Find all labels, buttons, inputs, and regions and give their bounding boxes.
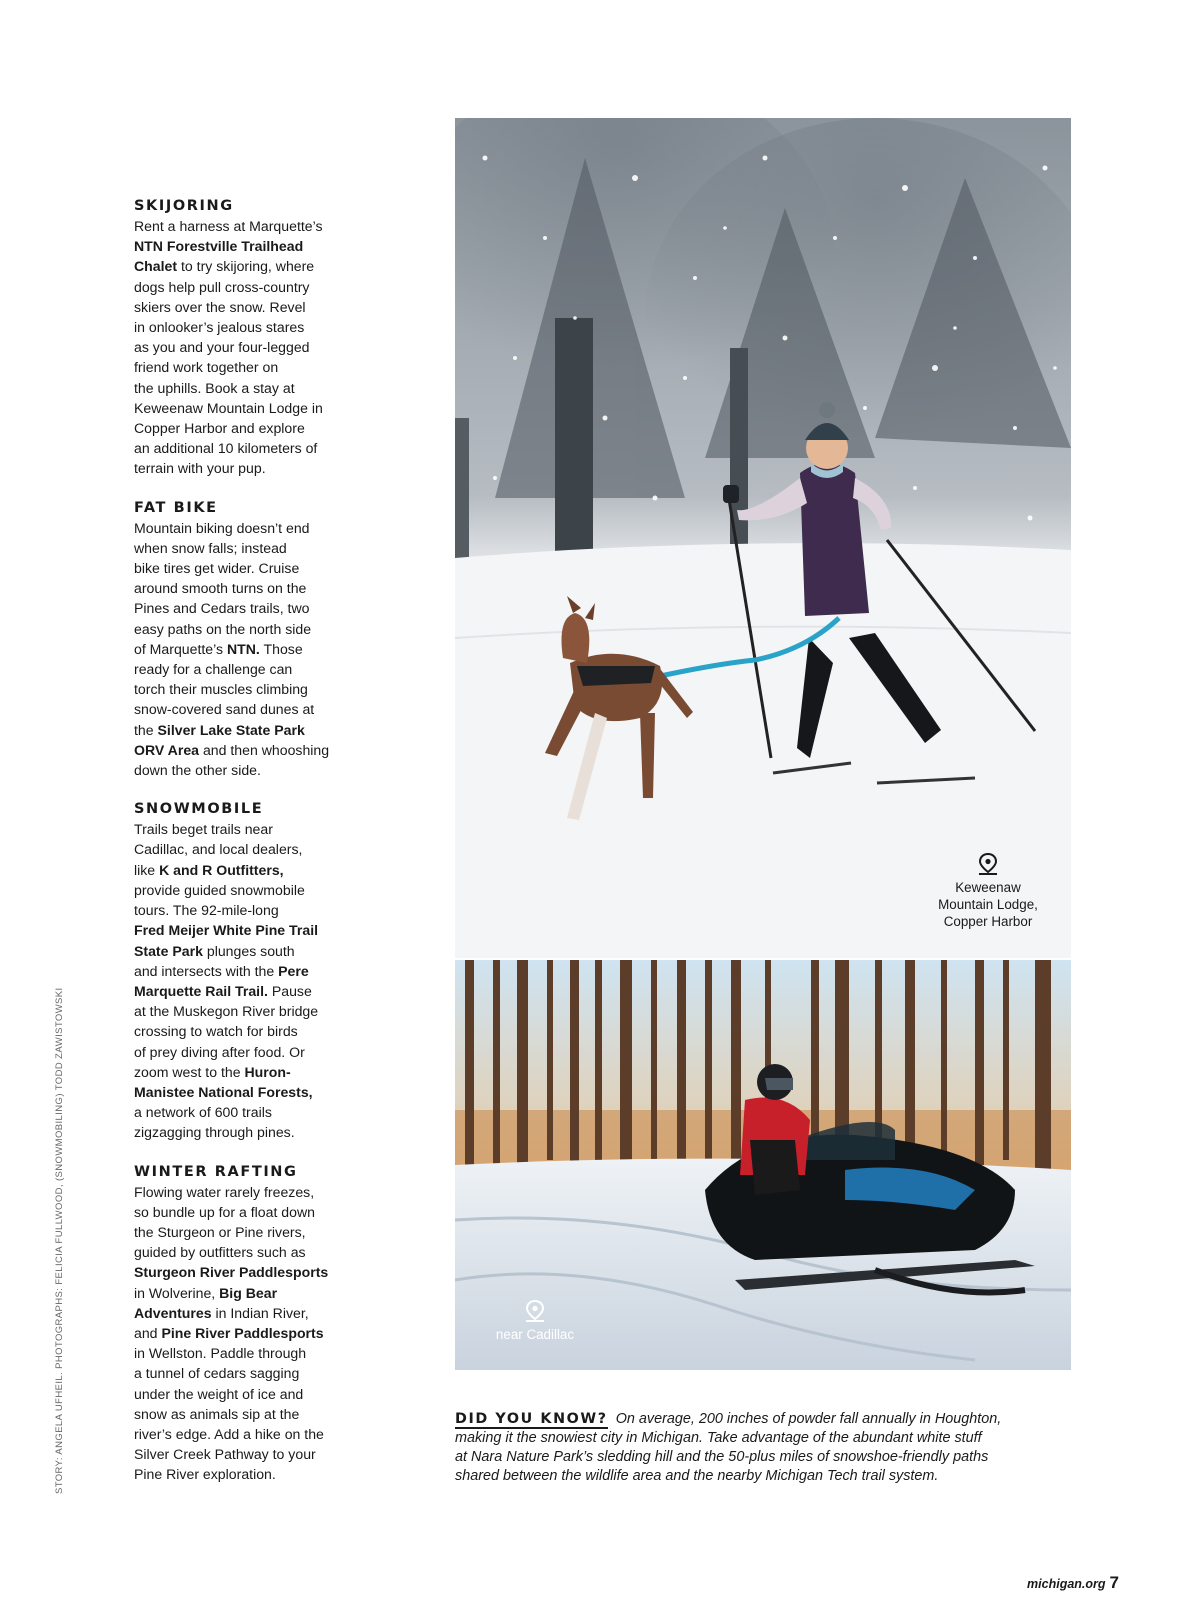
location-line: near Cadillac — [495, 1327, 575, 1342]
text-run: Trails beget trails near — [134, 821, 273, 838]
text-run: in onlooker’s jealous stares — [134, 319, 305, 336]
text-run: zoom west to the — [134, 1063, 245, 1080]
skijoring-illustration — [455, 118, 1071, 958]
section-heading: SKIJORING — [134, 198, 234, 214]
text-run: down the other side. — [134, 762, 261, 779]
text-run: river’s edge. Add a hike on the — [134, 1425, 324, 1442]
text-run: and intersects with the — [134, 962, 279, 979]
text-run: bike tires get wider. Cruise — [134, 560, 300, 577]
skijoring-photo — [455, 118, 1071, 958]
bold-text-run: Big Bear — [219, 1284, 278, 1301]
text-run: friend work together on — [134, 359, 279, 376]
bold-text-run: Fred Meijer White Pine Trail — [134, 922, 319, 939]
text-run: Mountain biking doesn’t end — [134, 519, 310, 536]
text-run: terrain with your pup. — [134, 460, 266, 477]
text-run: torch their muscles climbing — [134, 681, 308, 698]
text-run: like — [134, 861, 160, 878]
text-run: crossing to watch for birds — [134, 1023, 298, 1040]
text-run: guided by outfitters such as — [134, 1244, 306, 1261]
text-run: so bundle up for a float down — [134, 1203, 315, 1220]
text-run: around smooth turns on the — [134, 580, 307, 597]
bold-text-run: Pere — [278, 962, 309, 979]
text-run: Copper Harbor and explore — [134, 420, 305, 437]
location-line: Mountain Lodge, — [938, 897, 1038, 912]
bold-text-run: Pine River Paddlesports — [161, 1324, 324, 1341]
text-run: of prey diving after food. Or — [134, 1043, 305, 1060]
section-body — [134, 819, 350, 1142]
text-run: Keweenaw Mountain Lodge in — [134, 399, 323, 416]
photo-credit: STORY: ANGELA UFHEIL. PHOTOGRAPHS: FELICIA FULLWOOD, (SNOWMOBILING) TODD ZAWISTOWSKI — [54, 987, 65, 1494]
location-line: Copper Harbor — [943, 914, 1033, 929]
did-you-know-line: making it the snowiest city in Michigan. Take advantage of the abundant white stuff — [455, 1430, 982, 1446]
bold-text-run: NTN Forestville Trailhead — [134, 238, 304, 255]
did-you-know-box — [455, 1410, 1071, 1486]
section-snowmobile — [134, 799, 350, 1142]
bold-text-run: Chalet — [134, 258, 178, 275]
text-run: Silver Creek Pathway to your — [134, 1446, 316, 1463]
bold-text-run: Marquette Rail Trail. — [134, 982, 268, 999]
bold-text-run: NTN. — [226, 640, 260, 657]
text-run: Pine River exploration. — [134, 1466, 276, 1483]
text-run: when snow falls; instead — [134, 539, 287, 556]
location-label-cadillac — [470, 1300, 600, 1343]
text-run: Those — [259, 640, 303, 657]
text-run: tours. The 92-mile-long — [134, 902, 279, 919]
text-run: the Sturgeon or Pine rivers, — [134, 1223, 306, 1240]
text-run: at the Muskegon River bridge — [134, 1003, 319, 1020]
text-run: in Wellston. Paddle through — [134, 1345, 307, 1362]
text-run: zigzagging through pines. — [134, 1124, 295, 1141]
text-run: a network of 600 trails — [134, 1104, 272, 1121]
text-run: easy paths on the north side — [134, 620, 312, 637]
map-pin-icon — [525, 1300, 545, 1322]
text-run: a tunnel of cedars sagging — [134, 1365, 300, 1382]
section-body — [134, 518, 350, 781]
section-skijoring — [134, 196, 350, 479]
text-run: of Marquette’s — [134, 640, 227, 657]
section-winter-rafting — [134, 1162, 350, 1485]
text-run: and then whooshing — [199, 741, 330, 758]
text-run: Cadillac, and local dealers, — [134, 841, 303, 858]
text-run: dogs help pull cross-country — [134, 278, 310, 295]
text-run: under the weight of ice and — [134, 1385, 304, 1402]
section-heading: FAT BIKE — [134, 499, 218, 516]
text-run: Rent a harness at Marquette’s — [134, 218, 323, 234]
text-run: and — [134, 1324, 162, 1341]
did-you-know-label: DID YOU KNOW? — [455, 1411, 608, 1427]
section-heading: WINTER RAFTING — [134, 1163, 298, 1180]
text-run: provide guided snowmobile — [134, 881, 305, 898]
bold-text-run: Huron- — [244, 1063, 291, 1080]
map-pin-icon — [978, 853, 998, 875]
text-run: Flowing water rarely freezes, — [134, 1183, 315, 1200]
text-run: to try skijoring, where — [177, 258, 315, 275]
text-run: Pause — [267, 982, 312, 999]
bold-text-run: Manistee National Forests, — [134, 1083, 313, 1100]
text-run: plunges south — [202, 942, 295, 959]
did-you-know-line: On average, 200 inches of powder fall annually in Houghton, — [615, 1411, 1002, 1427]
section-fat-bike — [134, 498, 350, 781]
text-run: in Wolverine, — [134, 1284, 220, 1301]
bold-text-run: K and R Outfitters, — [159, 861, 284, 878]
bold-text-run: ORV Area — [134, 741, 200, 758]
text-run: an additional 10 kilometers of — [134, 440, 318, 457]
location-line: Keweenaw — [955, 880, 1021, 895]
section-body — [134, 216, 350, 479]
did-you-know-line: shared between the wildlife area and the nearby Michigan Tech trail system. — [455, 1468, 939, 1484]
text-run: the uphills. Book a stay at — [134, 379, 295, 396]
bold-text-run: Sturgeon River Paddlesports — [134, 1264, 329, 1281]
bold-text-run: State Park — [134, 942, 203, 959]
text-run: in Indian River, — [211, 1304, 309, 1321]
text-run: ready for a challenge can — [134, 661, 293, 678]
bold-text-run: Adventures — [134, 1304, 212, 1321]
section-body — [134, 1182, 350, 1485]
text-run: as you and your four-legged — [134, 339, 310, 356]
text-run: snow-covered sand dunes at — [134, 701, 315, 718]
bold-text-run: Silver Lake State Park — [157, 721, 305, 738]
article-column — [134, 196, 350, 1504]
text-run: skiers over the snow. Revel — [134, 298, 306, 315]
did-you-know-line: at Nara Nature Park’s sledding hill and the 50-plus miles of snowshoe-friendly paths — [455, 1449, 989, 1465]
page-number: 7 — [1109, 1573, 1119, 1592]
text-run: snow as animals sip at the — [134, 1405, 300, 1422]
location-label-keweenaw — [903, 853, 1073, 930]
section-heading: SNOWMOBILE — [134, 801, 264, 818]
text-run: the — [134, 721, 158, 738]
site-url: michigan.org — [1027, 1577, 1106, 1591]
page-footer — [1027, 1573, 1119, 1593]
text-run: Pines and Cedars trails, two — [134, 600, 310, 617]
